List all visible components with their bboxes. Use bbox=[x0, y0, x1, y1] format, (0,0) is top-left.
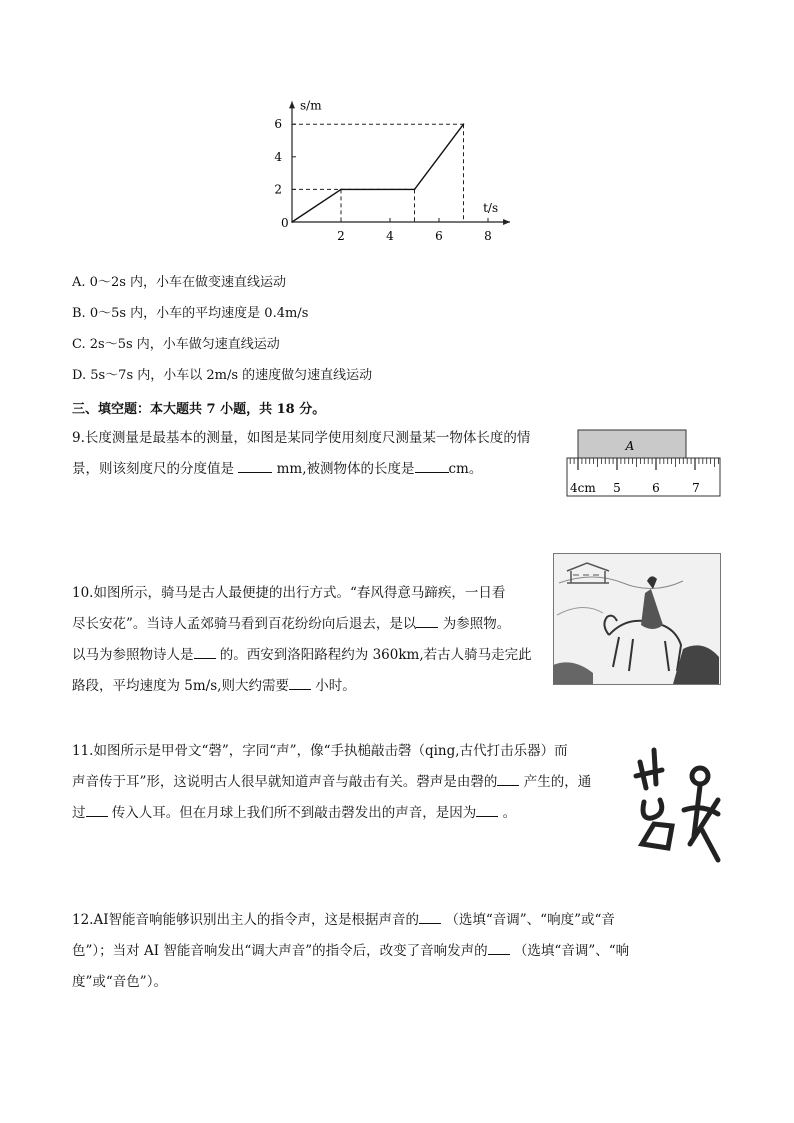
option-text: 2s～5s 内，小车做匀速直线运动 bbox=[89, 337, 280, 352]
q10-line-2: 尽长安花”。当诗人孟郊骑马看到百花纷纷向后退去，是以 为参照物。 bbox=[72, 609, 552, 640]
option-c[interactable] bbox=[72, 336, 280, 354]
option-a[interactable] bbox=[72, 274, 286, 292]
q12-line-1: 12.AI智能音响能够识别出主人的指令声，这是根据声音的 （选填“音调”、“响度”或“音 bbox=[72, 905, 712, 936]
q11-blank-2[interactable] bbox=[86, 802, 108, 817]
x-axis-label: t/s bbox=[483, 201, 499, 215]
data-point bbox=[291, 221, 293, 223]
block-label: A bbox=[625, 439, 635, 453]
series-line bbox=[292, 124, 464, 222]
q11-line-2: 声音传于耳”形，这说明古人很早就知道声音与敲击有关。磬声是由磬的 产生的，通 bbox=[72, 767, 622, 798]
option-letter: A. bbox=[72, 275, 86, 290]
q10-line-4: 路段，平均速度为 5m/s,则大约需要 小时。 bbox=[72, 671, 552, 702]
q12-line-3: 度”或“音色”）。 bbox=[72, 974, 167, 990]
x-axis-arrow bbox=[503, 219, 510, 225]
y-tick-label: 6 bbox=[274, 117, 282, 132]
q9-line-2: 景，则该刻度尺的分度值是 mm,被测物体的长度是 cm。 bbox=[72, 454, 552, 485]
data-point bbox=[414, 189, 416, 191]
option-letter: C. bbox=[72, 337, 86, 352]
horse-rider-illustration bbox=[553, 553, 721, 685]
ruler-label-4cm: 4cm bbox=[570, 481, 596, 495]
ruler-label-6: 6 bbox=[652, 481, 660, 495]
ruler-figure bbox=[566, 428, 722, 500]
option-text: 0～2s 内，小车在做变速直线运动 bbox=[89, 275, 287, 290]
option-text: 0～5s 内，小车的平均速度是 0.4m/s bbox=[89, 306, 309, 321]
data-point bbox=[463, 123, 465, 125]
y-tick-label: 2 bbox=[274, 182, 282, 197]
ruler-label-5: 5 bbox=[613, 481, 621, 495]
y-tick-label: 4 bbox=[274, 149, 282, 164]
option-b[interactable] bbox=[72, 305, 308, 323]
q12-blank-1[interactable] bbox=[419, 909, 441, 924]
s-t-graph bbox=[270, 92, 520, 244]
q10-blank-1[interactable] bbox=[416, 613, 438, 628]
q11-line-1: 11.如图所示是甲骨文“磬”，字同“声”，像“手执槌敲击磬（qing,古代打击乐器）而 bbox=[72, 743, 568, 759]
q10-blank-3[interactable] bbox=[289, 675, 311, 690]
x-tick-label: 8 bbox=[484, 229, 492, 243]
origin-label: 0 bbox=[281, 216, 289, 230]
data-point bbox=[340, 189, 342, 191]
q10-line-1: 10.如图所示，骑马是古人最便捷的出行方式。“春风得意马蹄疾，一日看 bbox=[72, 585, 506, 601]
q9-blank-1[interactable] bbox=[238, 458, 272, 473]
option-letter: B. bbox=[72, 306, 86, 321]
y-axis-arrow bbox=[289, 101, 295, 108]
q10-blank-2[interactable] bbox=[194, 644, 216, 659]
q9-blank-2[interactable] bbox=[415, 458, 449, 473]
q10-line-3: 以马为参照物诗人是 的。西安到洛阳路程约为 360km,若古人骑马走完此 bbox=[72, 640, 552, 671]
q12-line-2: 色”）；当对 AI 智能音响发出“调大声音”的指令后，改变了音响发声的 （选填“音调”、“响 bbox=[72, 936, 712, 967]
question-9 bbox=[72, 423, 552, 485]
oracle-bone-glyph bbox=[632, 740, 724, 872]
q11-line-3: 过 传入人耳。但在月球上我们所不到敲击磬发出的声音，是因为 。 bbox=[72, 798, 622, 829]
q9-line-1: 9.长度测量是最基本的测量，如图是某同学使用刻度尺测量某一物体长度的情 bbox=[72, 430, 531, 446]
option-d[interactable] bbox=[72, 367, 372, 385]
x-tick-label: 6 bbox=[435, 229, 443, 243]
q11-blank-1[interactable] bbox=[497, 771, 519, 786]
q11-blank-3[interactable] bbox=[476, 802, 498, 817]
option-letter: D. bbox=[72, 368, 87, 383]
question-11 bbox=[72, 736, 622, 829]
option-text: 5s～7s 内，小车以 2m/s 的速度做匀速直线运动 bbox=[90, 368, 373, 383]
ruler-label-7: 7 bbox=[692, 481, 700, 495]
x-tick-label: 4 bbox=[386, 229, 394, 243]
section-title: 三、填空题：本大题共 7 小题，共 18 分。 bbox=[72, 402, 326, 417]
q12-blank-2[interactable] bbox=[488, 940, 510, 955]
y-axis-label: s/m bbox=[300, 98, 322, 113]
x-tick-label: 2 bbox=[337, 229, 345, 243]
question-12 bbox=[72, 905, 712, 998]
question-10 bbox=[72, 578, 552, 702]
